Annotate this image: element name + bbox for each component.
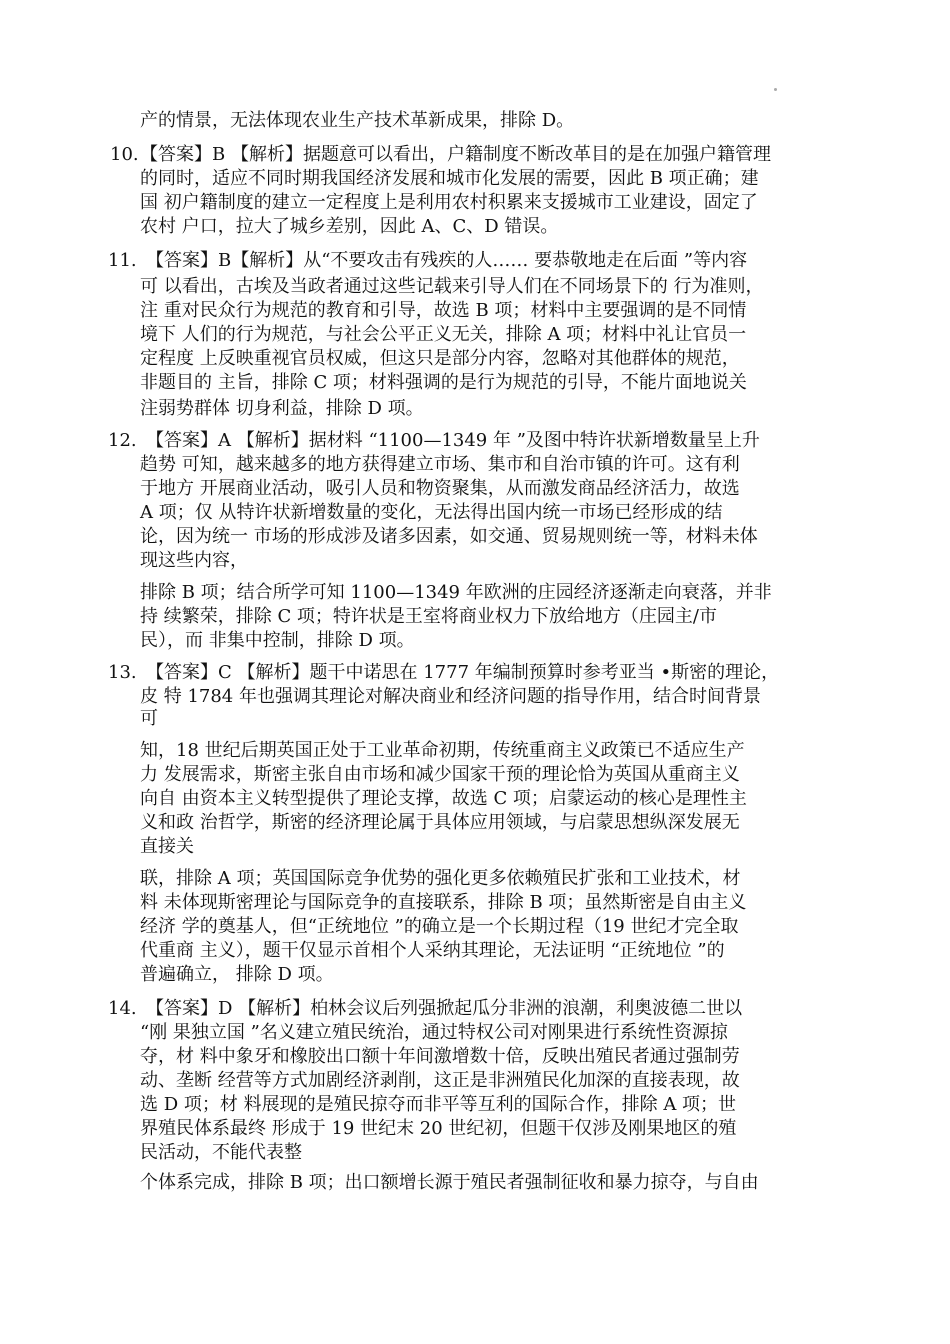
- text-line: 界殖民体系最终 形成于 19 世纪末 20 世纪初，但题干仅涉及刚果地区的殖: [140, 1118, 737, 1139]
- text-line: 义和政 治哲学，斯密的经济理论属于具体应用领域，与启蒙思想纵深发展无: [140, 812, 740, 833]
- text-line: 【答案】B 【解析】据题意可以看出，户籍制度不断改革目的是在加强户籍管理: [140, 144, 771, 165]
- text-line: 排除 B 项；结合所学可知 1100—1349 年欧洲的庄园经济逐渐走向衰落，并非: [140, 582, 772, 603]
- text-line: 产的情景，无法体现农业生产技术革新成果，排除 D。: [140, 110, 575, 131]
- text-line: 普遍确立， 排除 D 项。: [140, 964, 334, 985]
- text-line: 论，因为统一 市场的形成涉及诸多因素，如交通、贸易规则统一等，材料未体: [140, 526, 758, 547]
- text-line: 注弱势群体 切身利益，排除 D 项。: [140, 398, 424, 419]
- text-line: 定程度 上反映重视官员权威，但这只是部分内容，忽略对其他群体的规范，: [140, 348, 740, 369]
- text-line: 可 以看出，古埃及当政者通过这些记载来引导人们在不同场景下的 行为准则，: [140, 276, 764, 297]
- text-line: 民），而 非集中控制，排除 D 项。: [140, 630, 415, 651]
- text-line: 【答案】D 【解析】柏林会议后列强掀起瓜分非洲的浪潮，利奥波德二世以: [146, 998, 743, 1019]
- text-line: 联，排除 A 项；英国国际竞争优势的强化更多依赖殖民扩张和工业技术，材: [140, 868, 741, 889]
- text-line: 个体系完成，排除 B 项；出口额增长源于殖民者强制征收和暴力掠夺，与自由: [140, 1172, 759, 1193]
- text-line: 民活动，不能代表整: [140, 1142, 302, 1163]
- text-line: 农村 户口，拉大了城乡差别，因此 A、C、D 错误。: [140, 216, 559, 237]
- text-line: 知，18 世纪后期英国正处于工业革命初期，传统重商主义政策已不适应生产: [140, 740, 745, 761]
- text-line: 经济 学的奠基人，但“正统地位 ”的确立是一个长期过程（19 世纪才完全取: [140, 916, 739, 937]
- text-line: “刚 果独立国 ”名义建立殖民统治，通过特权公司对刚果进行系统性资源掠: [140, 1022, 728, 1043]
- text-line: 现这些内容，: [140, 550, 248, 571]
- text-line: 皮 特 1784 年也强调其理论对解决商业和经济问题的指导作用，结合时间背景: [140, 686, 761, 707]
- question-number: 13.: [108, 662, 137, 683]
- text-line: 可: [140, 708, 158, 729]
- text-line: 国 初户籍制度的建立一定程度上是利用农村积累来支援城市工业建设，固定了: [140, 192, 758, 213]
- text-line: 【答案】C 【解析】题干中诺思在 1777 年编制预算时参考亚当 •斯密的理论，: [146, 662, 780, 683]
- text-line: 选 D 项；材 料展现的是殖民掠夺而非平等互利的国际合作，排除 A 项；世: [140, 1094, 737, 1115]
- text-line: 注 重对民众行为规范的教育和引导，故选 B 项；材料中主要强调的是不同情: [140, 300, 747, 321]
- text-line: 持 续繁荣，排除 C 项；特许状是王室将商业权力下放给地方（庄园主/市: [140, 606, 717, 627]
- text-line: 境下 人们的行为规范，与社会公平正义无关，排除 A 项；材料中礼让官员一: [140, 324, 747, 345]
- scan-speck: [774, 88, 777, 91]
- text-line: 力 发展需求，斯密主张自由市场和减少国家干预的理论恰为英国从重商主义: [140, 764, 740, 785]
- text-line: 【答案】B【解析】从“不要攻击有残疾的人…… 要恭敬地走在后面 ”等内容: [146, 250, 748, 271]
- question-number: 14.: [108, 998, 137, 1019]
- text-line: 的同时，适应不同时期我国经济发展和城市化发展的需要，因此 B 项正确；建: [140, 168, 759, 189]
- question-number: 10.: [110, 144, 139, 165]
- text-line: 夺，材 料中象牙和橡胶出口额十年间激增数十倍，反映出殖民者通过强制劳: [140, 1046, 740, 1067]
- text-line: 非题目的 主旨，排除 C 项；材料强调的是行为规范的引导，不能片面地说关: [140, 372, 747, 393]
- text-line: 直接关: [140, 836, 194, 857]
- text-line: 向自 由资本主义转型提供了理论支撑，故选 C 项；启蒙运动的核心是理性主: [140, 788, 747, 809]
- text-line: 【答案】A 【解析】据材料 “1100—1349 年 ”及图中特许状新增数量呈上升: [146, 430, 760, 451]
- question-number: 11.: [108, 250, 137, 271]
- text-line: 料 未体现斯密理论与国际竞争的直接联系，排除 B 项；虽然斯密是自由主义: [140, 892, 747, 913]
- text-line: 动、垄断 经营等方式加剧经济剥削，这正是非洲殖民化加深的直接表现，故: [140, 1070, 740, 1091]
- text-line: 于地方 开展商业活动，吸引人员和物资聚集，从而激发商品经济活力，故选: [140, 478, 740, 499]
- text-line: 代重商 主义），题干仅显示首相个人采纳其理论，无法证明 “正统地位 ”的: [140, 940, 725, 961]
- question-number: 12.: [108, 430, 137, 451]
- text-line: 趋势 可知，越来越多的地方获得建立市场、集市和自治市镇的许可。这有利: [140, 454, 740, 475]
- text-line: A 项；仅 从特许状新增数量的变化，无法得出国内统一市场已经形成的结: [140, 502, 723, 523]
